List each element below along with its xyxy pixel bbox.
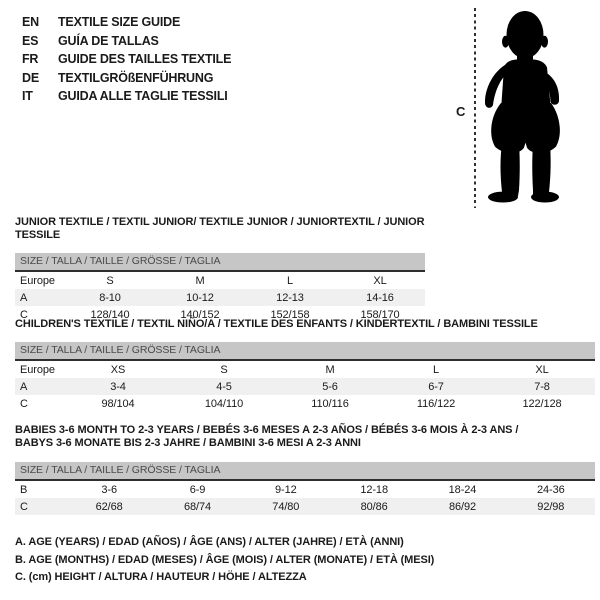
row-label-cell: C [20, 397, 28, 410]
row-label-cell: B [20, 483, 28, 496]
legend-note-b: B. AGE (MONTHS) / EDAD (MESES) / ÂGE (MOIS) / ALTER (MONATE) / ETÀ (MESI) [15, 553, 435, 566]
legend-note-a: A. AGE (YEARS) / EDAD (AÑOS) / ÂGE (ANS) / ALTER (JAHRE) / ETÀ (ANNI) [15, 536, 404, 548]
value-cell: 3-4 [65, 378, 171, 395]
value-cell: 3-6 [101, 483, 117, 496]
value-cell: 12-13 [245, 289, 335, 306]
babies-textile-section [15, 424, 595, 515]
size-header-cell: L [432, 363, 440, 376]
value-cell: 7-8 [489, 378, 595, 395]
value-cell: 9-12 [275, 483, 297, 496]
size-header-label: SIZE / TALLA / TAILLE / GRÖSSE / TAGLIA [20, 344, 221, 356]
size-header-bar [15, 253, 425, 272]
table-row-height [15, 395, 595, 412]
size-header-cell: XS [110, 363, 126, 376]
value-cell: 158/170 [360, 308, 400, 321]
table-row-height [15, 498, 595, 515]
height-measure-label: C [456, 104, 466, 119]
value-cell: 80/86 [330, 498, 418, 515]
junior-section-title: JUNIOR TEXTILE / TEXTIL JUNIOR/ TEXTILE JUNIOR / JUNIORTEXTIL / JUNIOR TESSILE [15, 216, 425, 241]
value-cell: 104/110 [204, 397, 244, 410]
babies-title-line1: BABIES 3-6 MONTH TO 2-3 YEARS / BEBÉS 3-6 MESES A 2-3 AÑOS / BÉBÉS 3-6 MOIS À 2-3 ANS / [15, 424, 519, 436]
language-row-it [22, 87, 231, 106]
size-header-cell: XL [535, 363, 549, 376]
legend-note-c: C. (cm) HEIGHT / ALTURA / HAUTEUR / HÖHE / ALTEZZA [15, 571, 307, 583]
size-header-bar [15, 462, 595, 481]
children-textile-section [15, 318, 595, 412]
row-label-cell: C [20, 308, 28, 321]
language-label: TEXTILE SIZE GUIDE [58, 15, 181, 29]
table-header-row [15, 361, 595, 378]
babies-size-table [15, 481, 595, 515]
language-code: DE [22, 70, 39, 85]
language-code: ES [22, 33, 39, 48]
language-row-es [22, 32, 231, 51]
language-list [22, 13, 231, 106]
value-cell: 8-10 [65, 289, 155, 306]
region-header-cell: Europe [20, 274, 55, 287]
size-header-label: SIZE / TALLA / TAILLE / GRÖSSE / TAGLIA [20, 255, 221, 267]
value-cell: 24-36 [537, 483, 565, 496]
language-label: TEXTILGRÖßENFÜHRUNG [58, 70, 214, 85]
children-size-table [15, 361, 595, 412]
size-header-cell: M [195, 274, 205, 287]
row-label-cell: C [15, 498, 65, 515]
value-cell: 12-18 [360, 483, 388, 496]
value-cell: 68/74 [153, 498, 241, 515]
height-measure-line [474, 8, 476, 208]
language-row-de [22, 69, 231, 88]
legend-notes [15, 534, 434, 587]
language-row-en [22, 13, 231, 32]
value-cell: 122/128 [522, 397, 562, 410]
baby-silhouette-icon [478, 8, 573, 206]
language-label: GUÍA DE TALLAS [58, 33, 159, 48]
table-row-months [15, 481, 595, 498]
size-header-cell: XL [373, 274, 387, 287]
junior-size-table [15, 272, 425, 323]
size-header-bar [15, 342, 595, 361]
value-cell: 4-5 [171, 378, 277, 395]
value-cell: 6-7 [383, 378, 489, 395]
language-code: IT [22, 89, 33, 103]
value-cell: 128/140 [90, 308, 130, 321]
language-label: GUIDA ALLE TAGLIE TESSILI [58, 89, 228, 103]
value-cell: 86/92 [418, 498, 506, 515]
table-row-age [15, 378, 595, 395]
value-cell: 5-6 [277, 378, 383, 395]
value-cell: 6-9 [189, 483, 206, 496]
children-section-title: CHILDREN'S TEXTILE / TEXTIL NIÑO/A / TEXTILE DES ENFANTS / KINDERTEXTIL / BAMBINI TESSILE [15, 318, 538, 330]
babies-title-line2: BABYS 3-6 MONATE BIS 2-3 JAHRE / BAMBINI 3-6 MESI A 2-3 ANNI [15, 437, 361, 449]
value-cell: 152/158 [270, 308, 310, 321]
language-code: FR [22, 52, 39, 66]
value-cell: 116/122 [416, 397, 456, 410]
row-label-cell: A [15, 378, 65, 395]
language-row-fr [22, 50, 231, 69]
value-cell: 62/68 [65, 498, 153, 515]
size-header-cell: M [325, 363, 335, 376]
value-cell: 92/98 [507, 498, 595, 515]
region-header-cell: Europe [20, 363, 55, 376]
value-cell: 110/116 [311, 397, 349, 410]
value-cell: 140/152 [180, 308, 220, 321]
junior-textile-section [15, 216, 425, 323]
value-cell: 98/104 [101, 397, 135, 410]
value-cell: 74/80 [242, 498, 330, 515]
language-code: EN [22, 15, 39, 29]
size-header-cell: S [220, 363, 228, 376]
size-header-cell: L [286, 274, 294, 287]
size-header-label: SIZE / TALLA / TAILLE / GRÖSSE / TAGLIA [20, 464, 221, 476]
size-header-cell: S [106, 274, 114, 287]
babies-section-title [15, 424, 595, 450]
value-cell: 14-16 [335, 289, 425, 306]
table-row-age [15, 289, 425, 306]
language-label: GUIDE DES TAILLES TEXTILE [58, 52, 232, 66]
value-cell: 10-12 [155, 289, 245, 306]
row-label-cell: A [15, 289, 65, 306]
value-cell: 18-24 [448, 483, 477, 496]
table-header-row [15, 272, 425, 289]
